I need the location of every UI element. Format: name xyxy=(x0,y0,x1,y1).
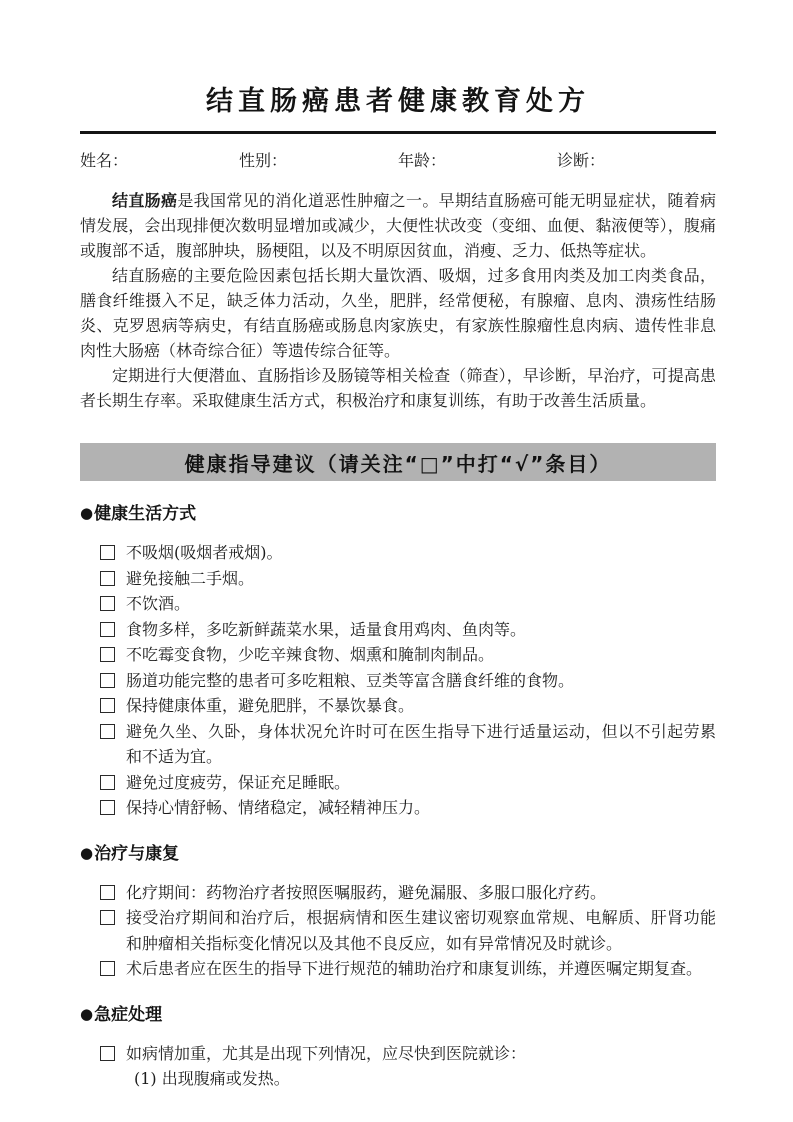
bullet-icon: ● xyxy=(80,504,94,522)
checklist-item xyxy=(100,880,716,906)
checklist-item-label: 不吸烟(吸烟者戒烟)。 xyxy=(126,543,283,562)
intro-paragraph-2: 结直肠癌的主要危险因素包括长期大量饮酒、吸烟，过多食用肉类及加工肉类食品，膳食纤维摄入不足，缺乏体力活动，久坐，肥胖，经常便秘，有腺瘤、息肉、溃疡性结肠炎、克罗恩病等病史，有结直肠癌或肠息肉家族史，有家族性腺瘤性息肉病、遗传性非息肉性大肠癌（林奇综合征）等遗传综合征等。 xyxy=(80,266,716,360)
title-rule xyxy=(80,131,716,134)
section-healthy-lifestyle xyxy=(80,503,716,821)
checklist-healthy-lifestyle xyxy=(100,540,716,821)
checkbox[interactable] xyxy=(100,724,115,739)
gender-field xyxy=(239,150,398,172)
age-label: 年龄： xyxy=(398,151,447,170)
checklist-item-label: 避免接触二手烟。 xyxy=(126,568,255,588)
checklist-item-label: 保持心情舒畅、情绪稳定，减轻精神压力。 xyxy=(126,798,431,817)
section-healthy-lifestyle-title: 健康生活方式 xyxy=(94,504,197,524)
checkbox[interactable] xyxy=(100,545,115,560)
section-emergency-title: 急症处理 xyxy=(94,1004,163,1025)
intro-paragraph-3: 定期进行大便潜血、直肠指诊及肠镜等相关检查（筛查），早诊断，早治疗，可提高患者长期生存率。采取健康生活方式，积极治疗和康复训练，有助于改善生活质量。 xyxy=(80,366,716,410)
checklist-item-label: 避免久坐、久卧，身体状况允许时可在医生指导下进行适量运动，但以不引起劳累和不适为宜。 xyxy=(126,721,716,766)
checklist-item xyxy=(100,1041,716,1067)
name-field xyxy=(80,150,239,172)
checklist-item-label: 化疗期间：药物治疗者按照医嘱服药，避免漏服、多服口服化疗药。 xyxy=(126,882,607,902)
bullet-icon: ● xyxy=(80,843,94,862)
checklist-item xyxy=(100,668,716,694)
diagnosis-field xyxy=(557,150,716,172)
name-label: 姓名： xyxy=(80,151,129,170)
checklist-item xyxy=(100,905,716,956)
checkbox[interactable] xyxy=(100,622,115,637)
bullet-icon: ● xyxy=(80,1004,94,1023)
section-treatment-rehab xyxy=(80,843,716,982)
checklist-item xyxy=(100,566,716,592)
checklist-item xyxy=(100,956,716,982)
checkbox[interactable] xyxy=(100,698,115,713)
checklist-item-label: 术后患者应在医生的指导下进行规范的辅助治疗和康复训练，并遵医嘱定期复查。 xyxy=(126,959,703,978)
checklist-item xyxy=(100,693,716,719)
checkbox[interactable] xyxy=(100,596,115,611)
checkbox[interactable] xyxy=(100,1046,115,1061)
checklist-item-label: 食物多样，多吃新鲜蔬菜水果，适量食用鸡肉、鱼肉等。 xyxy=(126,619,527,639)
checklist-subitem: (1) 出现腹痛或发热。 xyxy=(134,1069,290,1088)
guidance-banner: 健康指导建议（请关注“□”中打“√”条目） xyxy=(80,443,716,481)
intro-text xyxy=(80,188,716,413)
checkbox[interactable] xyxy=(100,800,115,815)
gender-label: 性别： xyxy=(239,151,288,170)
section-emergency-header xyxy=(80,1004,716,1025)
checklist-item-label: 不饮酒。 xyxy=(126,594,191,613)
age-value[interactable] xyxy=(446,150,557,172)
checklist-item-label: 保持健康体重，避免肥胖，不暴饮暴食。 xyxy=(126,696,415,715)
name-value[interactable] xyxy=(128,150,239,172)
intro-paragraph-1-rest: 是我国常见的消化道恶性肿瘤之一。早期结直肠癌可能无明显症状，随着病情发展，会出现排便次数明显增加或减少，大便性状改变（变细、血便、黏液便等），腹痛或腹部不适，腹部肿块，肠梗阻，以及不明原因贫血，消瘦、乏力、低热等症状。 xyxy=(80,191,716,260)
age-field xyxy=(398,150,557,172)
checkbox[interactable] xyxy=(100,885,115,900)
checklist-item-label: 接受治疗期间和治疗后，根据病情和医生建议密切观察血常规、电解质、肝肾功能和肿瘤相关指标变化情况以及其他不良反应，如有异常情况及时就诊。 xyxy=(126,908,716,953)
checklist-item xyxy=(100,540,716,566)
checklist-item xyxy=(100,795,716,821)
checklist-item xyxy=(100,719,716,770)
checklist-emergency xyxy=(100,1041,716,1092)
checkbox[interactable] xyxy=(100,571,115,586)
checklist-item xyxy=(100,591,716,617)
checkbox[interactable] xyxy=(100,910,115,925)
document-content xyxy=(80,0,716,1092)
checklist-item-label: 避免过度疲劳，保证充足睡眠。 xyxy=(126,772,351,792)
checklist-item-label: 肠道功能完整的患者可多吃粗粮、豆类等富含膳食纤维的食物。 xyxy=(126,670,575,690)
page-title: 结直肠癌患者健康教育处方 xyxy=(206,86,590,117)
diagnosis-value[interactable] xyxy=(605,150,716,172)
section-treatment-rehab-title: 治疗与康复 xyxy=(94,843,180,864)
checklist-item-label: 不吃霉变食物，少吃辛辣食物、烟熏和腌制肉制品。 xyxy=(126,645,495,664)
checklist-treatment-rehab xyxy=(100,880,716,982)
checklist-item-label: 如病情加重，尤其是出现下列情况，应尽快到医院就诊： xyxy=(126,1043,527,1063)
checkbox[interactable] xyxy=(100,961,115,976)
checkbox[interactable] xyxy=(100,775,115,790)
section-healthy-lifestyle-header xyxy=(80,503,716,524)
intro-paragraph-1-lead: 结直肠癌 xyxy=(112,191,178,210)
patient-info-row xyxy=(80,150,716,172)
intro-paragraph-1 xyxy=(80,188,716,263)
checklist-item xyxy=(100,617,716,643)
gender-value[interactable] xyxy=(287,150,398,172)
section-treatment-rehab-header xyxy=(80,843,716,864)
checklist-item xyxy=(100,770,716,796)
checkbox[interactable] xyxy=(100,647,115,662)
checkbox[interactable] xyxy=(100,673,115,688)
checklist-item xyxy=(100,642,716,668)
diagnosis-label: 诊断： xyxy=(557,151,606,170)
section-emergency xyxy=(80,1004,716,1092)
